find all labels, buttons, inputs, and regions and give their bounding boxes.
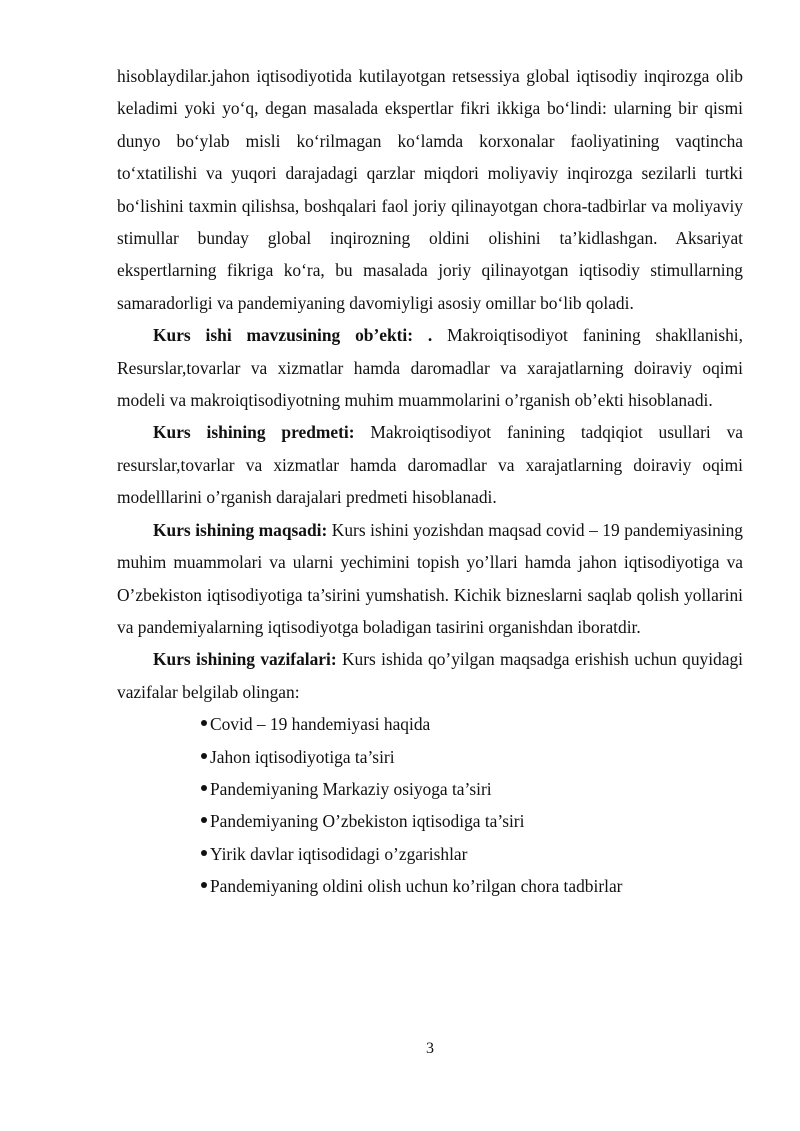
list-item-text: Pandemiyaning O’zbekiston iqtisodiga ta’siri bbox=[210, 811, 525, 832]
bullet-icon bbox=[201, 850, 207, 856]
list-item-text: Covid – 19 handemiyasi haqida bbox=[210, 714, 431, 735]
bullet-icon bbox=[201, 817, 207, 823]
tasks-list bbox=[117, 708, 743, 902]
list-item bbox=[201, 773, 743, 805]
tasks-paragraph bbox=[117, 643, 743, 708]
goal-text: Kurs ishini yozishdan maqsad covid – 19 pandemiyasining muhim muammolari va ularni yechimini topish yo’llari hamda jahon iqtisodiyotiga va O’zbekiston iqtisodiyotiga ta’sirini yumshatish. Kichik bizneslarni saqlab qolish yollarini va pandemiyalarning iqtisodiyotga boladigan tasirini organishdan iboratdir. bbox=[117, 519, 744, 637]
list-item bbox=[201, 870, 743, 902]
goal-label: Kurs ishining maqsadi: bbox=[153, 519, 328, 540]
tasks-text: Kurs ishida qo’yilgan maqsadga erishish uchun quyidagi vazifalar belgilab olingan: bbox=[117, 649, 744, 702]
subject-text: Makroiqtisodiyot fanining tadqiqiot usullari va resurslar,tovarlar va xizmatlar hamda daromadlar va xarajatlarning doiraviy oqimi modelllarini o’rganish darajalari predmeti hisoblanadi. bbox=[117, 422, 743, 508]
list-item bbox=[201, 805, 743, 837]
subject-paragraph bbox=[117, 416, 743, 513]
page-number: 3 bbox=[426, 1040, 434, 1057]
tasks-label: Kurs ishining vazifalari: bbox=[153, 649, 337, 670]
object-paragraph bbox=[117, 319, 743, 416]
goal-paragraph bbox=[117, 514, 743, 644]
list-item-text: Pandemiyaning oldini olish uchun ko’rilgan chora tadbirlar bbox=[210, 876, 623, 897]
document-page bbox=[117, 60, 743, 903]
list-item-text: Yirik davlar iqtisodidagi o’zgarishlar bbox=[210, 843, 468, 864]
subject-label: Kurs ishining predmeti: bbox=[153, 422, 355, 443]
list-item-text: Pandemiyaning Markaziy osiyoga ta’siri bbox=[210, 778, 492, 799]
bullet-icon bbox=[201, 882, 207, 888]
object-label: Kurs ishi mavzusining ob’ekti: . bbox=[153, 325, 433, 346]
object-text: Makroiqtisodiyot fanining shakllanishi, Resurslar,tovarlar va xizmatlar hamda daromadlar va xarajatlarning doiraviy oqimi modeli va makroiqtisodiyotning muhim muammolarini o’rganish ob’ekti hisoblanadi. bbox=[117, 325, 743, 411]
bullet-icon bbox=[201, 753, 207, 759]
bullet-icon bbox=[201, 785, 207, 791]
list-item bbox=[201, 741, 743, 773]
list-item-text: Jahon iqtisodiyotiga ta’siri bbox=[210, 746, 395, 767]
intro-paragraph: hisoblaydilar.jahon iqtisodiyotida kutilayotgan retsessiya global iqtisodiy inqirozga olib keladimi yoki yo‘q, degan masalada ekspertlar fikri ikkiga bo‘lindi: ularning bir qismi dunyo bo‘ylab misli ko‘rilmagan ko‘lamda korxonalar faoliyatining vaqtincha to‘xtatilishi va yuqori darajadagi qarzlar miqdori moliyaviy inqirozga sezilarli turtki bo‘lishini taxmin qilishsa, boshqalari faol joriy qilinayotgan chora-tadbirlar va moliyaviy stimullar bunday global inqirozning oldini olishini ta’kidlashgan. Aksariyat ekspertlarning fikriga ko‘ra, bu masalada joriy qilinayotgan iqtisodiy stimullarning samaradorligi va pandemiyaning davomiyligi asosiy omillar bo‘lib qoladi. bbox=[117, 66, 743, 313]
list-item bbox=[201, 708, 743, 740]
bullet-icon bbox=[201, 720, 207, 726]
list-item bbox=[201, 838, 743, 870]
